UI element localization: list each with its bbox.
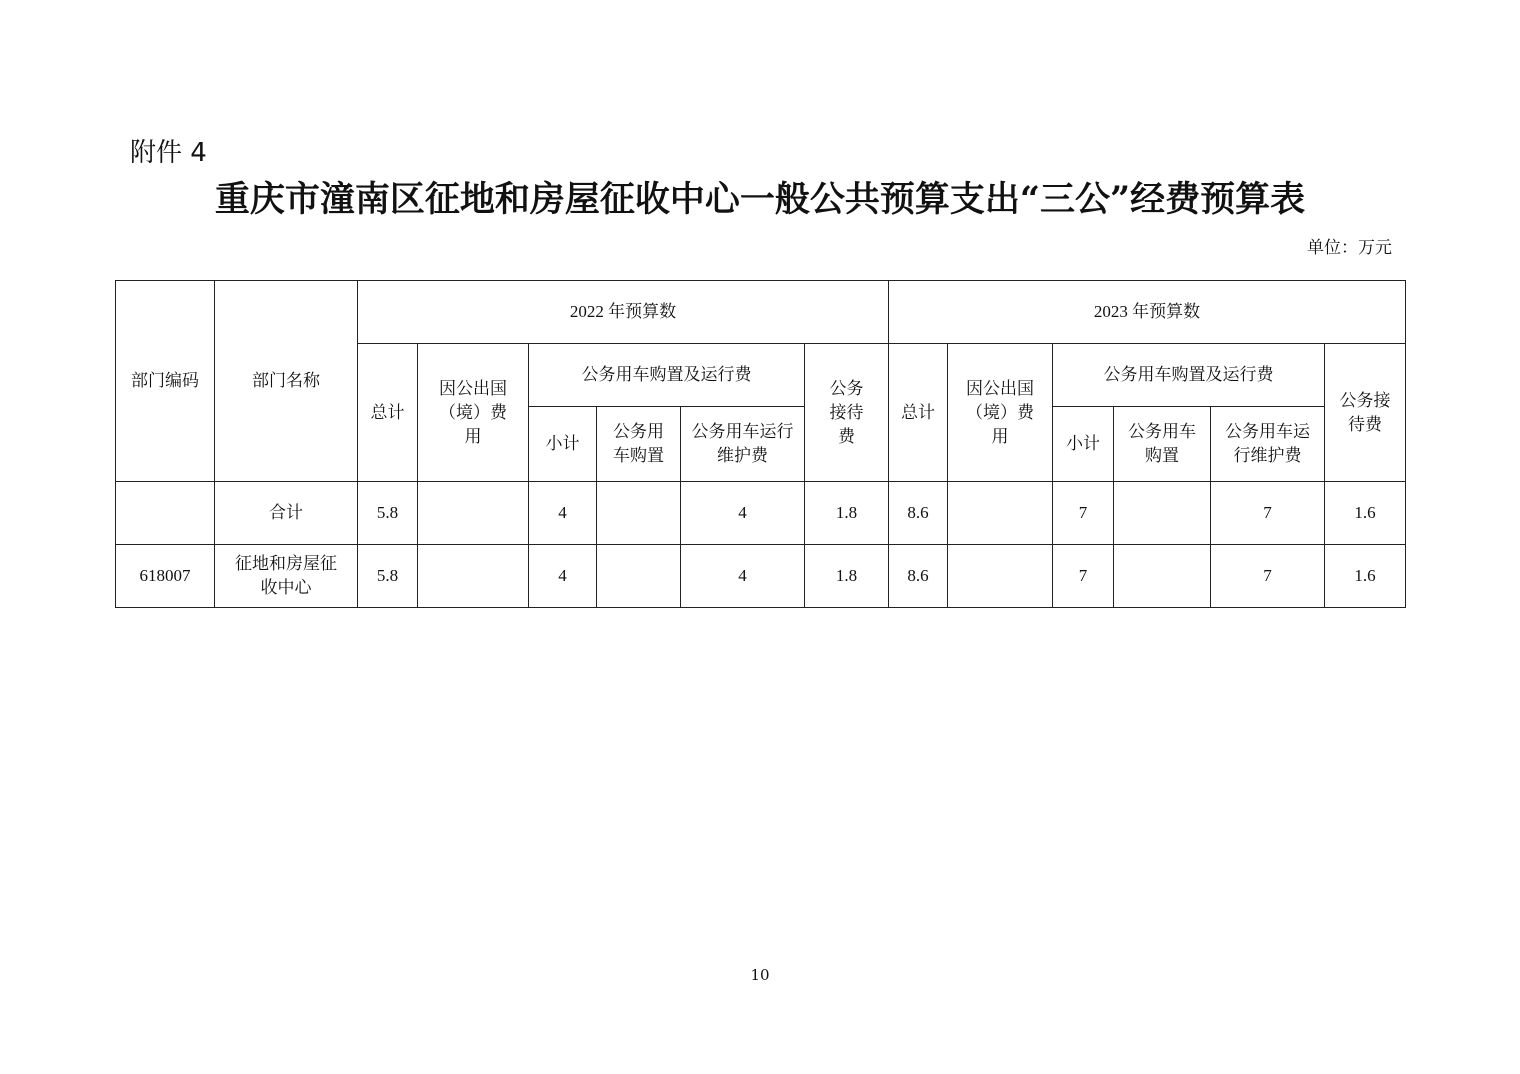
cell-2022-subtotal: 4 <box>529 545 597 608</box>
unit-label: 单位：万元 <box>1307 238 1392 258</box>
cell-2023-reception: 1.6 <box>1325 545 1406 608</box>
header-2022-reception: 公务接待费 <box>805 344 889 482</box>
cell-code <box>116 482 215 545</box>
cell-2023-subtotal: 7 <box>1053 545 1114 608</box>
header-2022-purchase: 公务用车购置 <box>597 407 681 482</box>
cell-2022-total: 5.8 <box>358 545 418 608</box>
header-year-2023: 2023 年预算数 <box>889 281 1406 344</box>
table-row-total <box>116 482 1406 545</box>
cell-2022-purchase <box>597 482 681 545</box>
cell-2023-maintenance: 7 <box>1211 545 1325 608</box>
cell-2023-total: 8.6 <box>889 482 948 545</box>
header-2023-maintenance: 公务用车运行维护费 <box>1211 407 1325 482</box>
cell-2023-abroad <box>948 482 1053 545</box>
header-row-1 <box>116 281 1406 344</box>
header-year-2022: 2022 年预算数 <box>358 281 889 344</box>
cell-2022-maintenance: 4 <box>681 545 805 608</box>
budget-table <box>115 280 1406 608</box>
header-2022-subtotal: 小计 <box>529 407 597 482</box>
cell-2022-abroad <box>418 545 529 608</box>
cell-2022-maintenance: 4 <box>681 482 805 545</box>
header-dept-code: 部门编码 <box>116 281 215 482</box>
cell-name: 征地和房屋征收中心 <box>215 545 358 608</box>
cell-2022-total: 5.8 <box>358 482 418 545</box>
cell-2023-purchase <box>1114 482 1211 545</box>
header-2023-total: 总计 <box>889 344 948 482</box>
header-2022-total: 总计 <box>358 344 418 482</box>
page-number: 10 <box>750 966 770 984</box>
page-title: 重庆市潼南区征地和房屋征收中心一般公共预算支出“三公”经费预算表 <box>214 179 1306 220</box>
header-2023-vehicle: 公务用车购置及运行费 <box>1053 344 1325 407</box>
cell-name: 合计 <box>215 482 358 545</box>
cell-2023-purchase <box>1114 545 1211 608</box>
header-2023-reception: 公务接待费 <box>1325 344 1406 482</box>
cell-2022-purchase <box>597 545 681 608</box>
header-2022-maintenance: 公务用车运行维护费 <box>681 407 805 482</box>
cell-2022-abroad <box>418 482 529 545</box>
cell-2022-reception: 1.8 <box>805 545 889 608</box>
cell-2022-subtotal: 4 <box>529 482 597 545</box>
table-row-dept <box>116 545 1406 608</box>
cell-2023-total: 8.6 <box>889 545 948 608</box>
cell-code: 618007 <box>116 545 215 608</box>
header-2022-abroad: 因公出国（境）费用 <box>418 344 529 482</box>
header-2023-purchase: 公务用车购置 <box>1114 407 1211 482</box>
header-2023-subtotal: 小计 <box>1053 407 1114 482</box>
cell-2023-abroad <box>948 545 1053 608</box>
attachment-label: 附件 4 <box>130 138 207 168</box>
header-2022-vehicle: 公务用车购置及运行费 <box>529 344 805 407</box>
cell-2023-subtotal: 7 <box>1053 482 1114 545</box>
cell-2023-maintenance: 7 <box>1211 482 1325 545</box>
header-2023-abroad: 因公出国（境）费用 <box>948 344 1053 482</box>
header-dept-name: 部门名称 <box>215 281 358 482</box>
cell-2023-reception: 1.6 <box>1325 482 1406 545</box>
cell-2022-reception: 1.8 <box>805 482 889 545</box>
